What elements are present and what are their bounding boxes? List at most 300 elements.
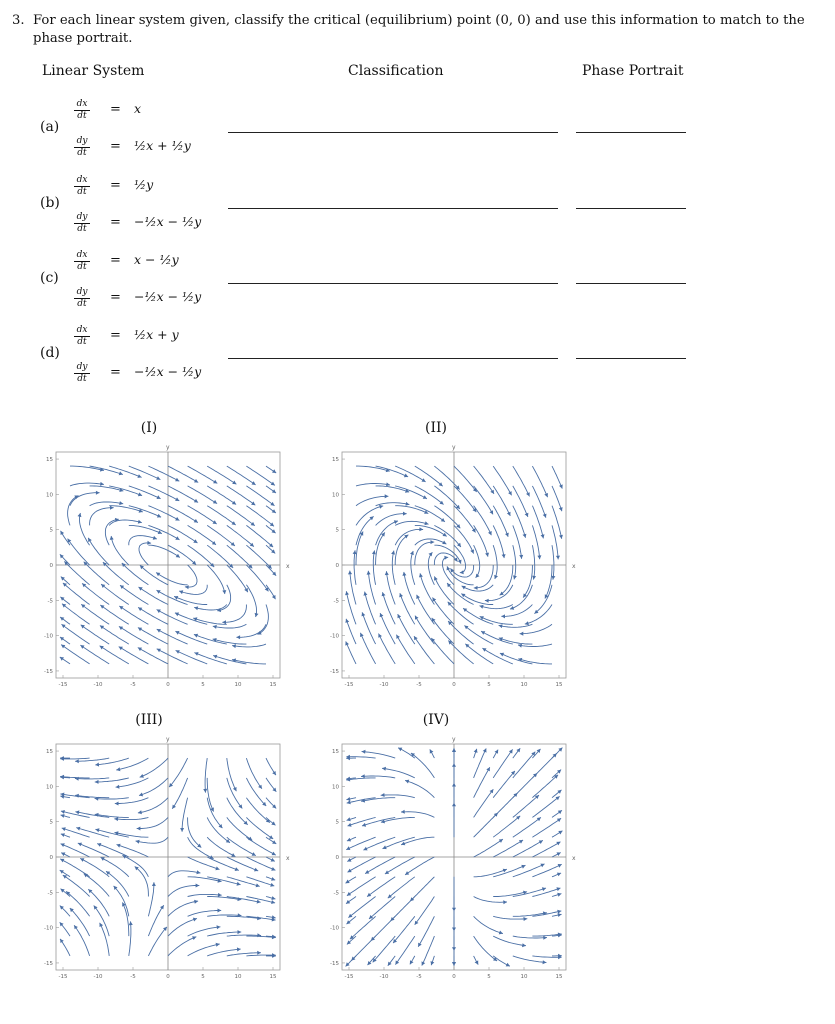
stream-arrowhead	[75, 810, 79, 814]
stream-line	[168, 506, 198, 523]
equals-sign: =	[110, 102, 121, 117]
x-tick-label: 10	[520, 682, 528, 688]
stream-arrowhead	[180, 828, 184, 832]
y-tick-label: -5	[47, 890, 53, 897]
stream-line	[400, 593, 415, 624]
x-tick-label: -15	[58, 974, 68, 980]
header-classification: Classification	[348, 63, 444, 79]
x-axis-label: x	[572, 855, 576, 862]
stream-line	[207, 565, 225, 594]
stream-arrowhead	[441, 518, 445, 522]
stream-line	[376, 486, 410, 492]
stream-arrowhead	[115, 802, 119, 806]
equals-sign: =	[110, 365, 121, 380]
stream-line	[193, 618, 227, 624]
dydt-fraction-num: dy	[76, 136, 88, 146]
x-tick-label: -5	[416, 682, 422, 688]
plot-title: (II)	[425, 420, 447, 436]
stream-line	[129, 506, 161, 518]
stream-arrowhead	[147, 541, 151, 545]
stream-line	[246, 565, 268, 591]
stream-line	[122, 902, 128, 936]
stream-line	[474, 545, 480, 578]
stream-line	[176, 650, 208, 664]
stream-line	[207, 466, 236, 484]
stream-arrowhead	[218, 893, 222, 897]
stream-line	[78, 843, 109, 857]
stream-line	[373, 550, 375, 584]
stream-arrowhead	[452, 947, 456, 951]
stream-line	[474, 897, 507, 903]
stream-line	[66, 891, 90, 916]
dxdt-fraction	[74, 251, 90, 272]
stream-arrowhead	[543, 960, 547, 964]
stream-line	[168, 466, 198, 482]
stream-line	[411, 753, 435, 778]
stream-arrowhead	[364, 592, 368, 596]
stream-line	[227, 778, 243, 809]
dydt-fraction-den: dt	[77, 148, 87, 158]
dydt-fraction-num: dy	[76, 212, 88, 222]
question-number: 3.	[12, 13, 25, 28]
stream-line	[346, 591, 356, 624]
stream-arrowhead	[213, 625, 217, 629]
plot-title: (I)	[140, 420, 158, 436]
stream-line	[493, 916, 527, 919]
dx-equation: x − ½y	[134, 252, 179, 267]
phase-portrait-plot	[326, 440, 576, 690]
x-tick-label: 0	[452, 682, 456, 688]
stream-line	[157, 610, 188, 625]
stream-line	[156, 573, 188, 585]
header-phase-portrait: Phase Portrait	[582, 63, 684, 79]
stream-arrowhead	[61, 810, 65, 814]
stream-line	[376, 466, 409, 477]
stream-line	[513, 525, 522, 558]
x-axis-label: x	[572, 563, 576, 570]
dxdt-fraction-num: dx	[76, 99, 88, 109]
stream-arrowhead	[501, 614, 505, 618]
stream-line	[398, 614, 415, 644]
stream-arrowhead	[385, 494, 389, 498]
stream-line	[448, 621, 474, 644]
stream-arrowhead	[474, 586, 478, 590]
stream-arrowhead	[523, 534, 527, 538]
stream-arrowhead	[452, 962, 456, 966]
dxdt-fraction-num: dx	[76, 175, 88, 185]
stream-line	[474, 916, 503, 933]
stream-line	[363, 837, 395, 850]
stream-arrowhead	[543, 936, 547, 940]
stream-arrowhead	[257, 900, 261, 904]
y-tick-label: 0	[49, 855, 53, 861]
x-tick-label: -10	[379, 974, 389, 980]
stream-line	[168, 486, 198, 503]
stream-line	[356, 484, 390, 486]
stream-arrowhead	[537, 817, 541, 821]
stream-arrowhead	[218, 909, 222, 913]
stream-line	[188, 545, 215, 567]
stream-arrowhead	[194, 606, 198, 610]
stream-arrowhead	[460, 570, 464, 574]
stream-line	[246, 585, 256, 617]
stream-line	[432, 618, 454, 644]
stream-line	[474, 506, 492, 536]
dydt-fraction	[74, 363, 90, 384]
stream-line	[500, 565, 513, 595]
y-tick-label: -5	[47, 598, 53, 605]
equals-sign: =	[110, 178, 121, 193]
stream-arrowhead	[386, 482, 390, 486]
stream-line	[68, 539, 90, 565]
stream-line	[148, 905, 163, 936]
stream-line	[485, 585, 513, 601]
stream-arrowhead	[431, 540, 435, 544]
stream-line	[109, 486, 142, 496]
stream-arrowhead	[367, 571, 371, 575]
y-tick-label: 5	[49, 527, 53, 534]
y-tick-label: 15	[46, 749, 53, 756]
equals-sign: =	[110, 290, 121, 305]
x-tick-label: 5	[201, 682, 205, 688]
stream-line	[139, 543, 151, 565]
stream-line	[350, 916, 376, 939]
stream-line	[552, 506, 562, 539]
stream-arrowhead	[100, 605, 104, 609]
stream-arrowhead	[139, 587, 143, 591]
stream-line	[448, 641, 473, 664]
stream-line	[95, 829, 128, 837]
stream-arrowhead	[379, 505, 383, 509]
stream-line	[138, 648, 168, 664]
dxdt-fraction-num: dx	[76, 250, 88, 260]
stream-arrowhead	[216, 943, 220, 947]
stream-line	[168, 871, 200, 877]
stream-line	[100, 923, 110, 956]
stream-line	[188, 817, 202, 847]
stream-arrowhead	[405, 502, 409, 506]
stream-line	[188, 894, 222, 896]
stream-line	[157, 629, 188, 644]
stream-arrowhead	[232, 521, 236, 525]
dxdt-fraction-den: dt	[77, 111, 87, 121]
y-axis-label: y	[452, 444, 456, 451]
stream-arrowhead	[78, 513, 82, 517]
x-tick-label: 15	[269, 974, 277, 980]
stream-arrowhead	[513, 575, 517, 579]
stream-line	[395, 521, 428, 525]
stream-line	[148, 506, 179, 521]
system-label: (a)	[40, 119, 60, 135]
stream-line	[513, 864, 545, 877]
stream-line	[373, 936, 396, 962]
stream-arrowhead	[415, 921, 419, 925]
x-tick-label: 15	[555, 974, 563, 980]
stream-line	[381, 817, 415, 822]
stream-line	[401, 837, 434, 845]
stream-line	[362, 817, 395, 826]
stream-line	[493, 865, 525, 877]
stream-arrowhead	[61, 814, 65, 818]
stream-line	[493, 486, 510, 516]
stream-line	[82, 583, 109, 604]
stream-arrowhead	[213, 520, 217, 524]
stream-line	[513, 752, 536, 778]
classification-blank	[228, 208, 558, 209]
stream-line	[188, 486, 218, 504]
stream-arrowhead	[203, 789, 207, 793]
stream-line	[513, 795, 539, 817]
stream-line	[70, 483, 104, 486]
stream-line	[188, 857, 220, 870]
x-tick-label: 10	[234, 974, 242, 980]
dydt-fraction	[74, 213, 90, 234]
stream-arrowhead	[272, 489, 276, 493]
stream-line	[148, 545, 180, 557]
stream-line	[513, 936, 547, 938]
stream-line	[552, 545, 554, 580]
y-axis-label: y	[166, 736, 170, 743]
stream-line	[381, 795, 415, 798]
y-tick-label: -10	[330, 925, 339, 932]
stream-line	[474, 936, 498, 961]
stream-arrowhead	[361, 774, 365, 778]
y-tick-label: 15	[46, 457, 53, 464]
x-tick-label: -15	[58, 682, 68, 688]
phase-portrait-plot	[40, 440, 290, 690]
dydt-fraction-num: dy	[76, 287, 88, 297]
stream-arrowhead	[391, 551, 395, 555]
stream-line	[174, 596, 207, 604]
stream-arrowhead	[129, 921, 133, 925]
stream-line	[188, 944, 220, 956]
stream-arrowhead	[60, 617, 64, 621]
stream-arrowhead	[272, 509, 276, 513]
stream-arrowhead	[395, 960, 399, 964]
stream-line	[258, 605, 269, 635]
stream-line	[395, 535, 408, 565]
y-tick-label: -15	[44, 960, 53, 967]
x-axis-label: x	[286, 855, 290, 862]
x-tick-label: 0	[452, 974, 456, 980]
stream-line	[480, 616, 513, 624]
stream-line	[117, 845, 149, 858]
stream-line	[114, 886, 129, 916]
stream-line	[213, 624, 247, 628]
stream-line	[428, 552, 434, 585]
stream-line	[90, 486, 124, 491]
x-tick-label: 0	[166, 682, 170, 688]
stream-arrowhead	[270, 502, 274, 506]
stream-line	[80, 513, 90, 545]
x-tick-label: -5	[130, 682, 136, 688]
stream-line	[169, 758, 188, 787]
stream-arrowhead	[519, 555, 523, 559]
system-label: (b)	[40, 195, 60, 211]
stream-line	[119, 647, 149, 664]
dx-equation: x	[134, 101, 142, 116]
dxdt-fraction	[74, 176, 90, 197]
stream-line	[356, 516, 374, 545]
stream-line	[532, 506, 543, 539]
stream-arrowhead	[402, 572, 406, 576]
stream-line	[138, 607, 168, 624]
y-tick-label: 10	[332, 492, 339, 499]
stream-line	[545, 565, 552, 599]
stream-line	[493, 525, 504, 558]
stream-arrowhead	[60, 637, 64, 641]
stream-arrowhead	[96, 491, 100, 495]
stream-arrowhead	[463, 608, 467, 612]
dxdt-fraction-den: dt	[77, 337, 87, 347]
stream-arrowhead	[95, 828, 99, 832]
stream-arrowhead	[76, 827, 80, 831]
stream-arrowhead	[94, 906, 98, 910]
stream-line	[246, 837, 275, 855]
stream-line	[106, 871, 129, 896]
stream-line	[148, 882, 154, 916]
stream-line	[520, 624, 552, 633]
stream-line	[493, 545, 497, 579]
system-label: (c)	[40, 270, 59, 286]
y-tick-label: -10	[44, 925, 53, 932]
stream-arrowhead	[485, 599, 489, 603]
stream-arrowhead	[556, 556, 560, 560]
stream-line	[188, 466, 218, 483]
stream-line	[115, 832, 149, 837]
stream-line	[404, 572, 415, 605]
x-tick-label: -5	[130, 974, 136, 980]
stream-arrowhead	[347, 892, 351, 896]
stream-line	[75, 812, 109, 818]
stream-line	[246, 798, 270, 823]
y-tick-label: 5	[335, 527, 339, 534]
stream-arrowhead	[348, 571, 352, 575]
stream-line	[493, 816, 520, 837]
stream-line	[410, 877, 434, 901]
portrait-blank	[576, 132, 686, 133]
question-text: For each linear system given, classify the critical (equilibrium) point (0, 0) and use this information to match to the phase portrait.	[33, 13, 805, 46]
stream-arrowhead	[432, 618, 436, 622]
stream-arrowhead	[95, 780, 99, 784]
stream-arrowhead	[346, 797, 350, 801]
stream-arrowhead	[62, 624, 66, 628]
dxdt-fraction-den: dt	[77, 187, 87, 197]
x-tick-label: -10	[93, 974, 103, 980]
plot-title: (III)	[135, 712, 163, 728]
dxdt-fraction-den: dt	[77, 262, 87, 272]
stream-line	[136, 837, 168, 843]
dy-equation: −½x − ½y	[134, 364, 202, 379]
stream-line	[395, 466, 425, 482]
stream-line	[383, 592, 396, 624]
stream-line	[454, 486, 476, 512]
stream-line	[172, 778, 187, 809]
stream-line	[401, 812, 434, 818]
stream-line	[139, 587, 169, 605]
stream-arrowhead	[385, 571, 389, 575]
stream-arrowhead	[116, 767, 120, 771]
stream-arrowhead	[75, 759, 79, 763]
stream-line	[380, 613, 395, 644]
stream-line	[362, 612, 376, 644]
stream-arrowhead	[238, 804, 242, 808]
stream-line	[90, 502, 124, 506]
stream-line	[188, 837, 214, 859]
equals-sign: =	[110, 139, 121, 154]
stream-line	[513, 888, 546, 896]
stream-arrowhead	[237, 882, 241, 886]
stream-line	[116, 758, 148, 770]
stream-arrowhead	[217, 925, 221, 929]
stream-line	[148, 466, 179, 481]
stream-arrowhead	[119, 501, 123, 505]
stream-arrowhead	[196, 870, 200, 874]
stream-line	[513, 486, 528, 517]
stream-line	[227, 817, 253, 840]
stream-arrowhead	[185, 585, 189, 589]
dydt-fraction-den: dt	[77, 224, 87, 234]
x-tick-label: 5	[487, 682, 491, 688]
stream-arrowhead	[137, 827, 141, 831]
stream-line	[148, 486, 179, 501]
y-tick-label: -5	[333, 890, 339, 897]
stream-line	[97, 844, 129, 857]
stream-line	[513, 466, 530, 496]
y-tick-label: 0	[335, 563, 339, 569]
x-tick-label: -15	[344, 682, 354, 688]
stream-line	[434, 486, 460, 509]
stream-line	[393, 916, 415, 943]
stream-arrowhead	[114, 817, 118, 821]
classification-blank	[228, 358, 558, 359]
stream-line	[386, 571, 395, 604]
stream-line	[207, 857, 239, 870]
stream-line	[175, 613, 207, 625]
stream-arrowhead	[138, 520, 142, 524]
dydt-fraction-den: dt	[77, 374, 87, 384]
y-tick-label: -15	[330, 960, 339, 967]
stream-line	[168, 525, 198, 543]
stream-line	[227, 565, 248, 592]
stream-arrowhead	[452, 908, 456, 912]
stream-arrowhead	[541, 534, 545, 538]
y-tick-label: -10	[44, 633, 53, 640]
x-tick-label: 10	[234, 682, 242, 688]
question	[12, 12, 824, 48]
dxdt-fraction-num: dx	[76, 325, 88, 335]
stream-arrowhead	[557, 818, 561, 822]
stream-line	[246, 758, 262, 789]
stream-arrowhead	[271, 482, 275, 486]
stream-arrowhead	[509, 749, 513, 753]
stream-line	[360, 633, 375, 664]
stream-arrowhead	[372, 550, 376, 554]
y-tick-label: 10	[46, 492, 53, 499]
stream-line	[383, 837, 415, 849]
stream-arrowhead	[444, 556, 448, 560]
stream-arrowhead	[119, 606, 123, 610]
stream-line	[379, 634, 396, 664]
x-tick-label: 15	[555, 682, 563, 688]
stream-line	[415, 486, 444, 505]
classification-blank	[228, 283, 558, 284]
stream-arrowhead	[138, 810, 142, 814]
stream-arrowhead	[520, 632, 524, 636]
system-label: (d)	[40, 345, 60, 361]
dxdt-fraction	[74, 326, 90, 347]
stream-line	[499, 638, 533, 644]
